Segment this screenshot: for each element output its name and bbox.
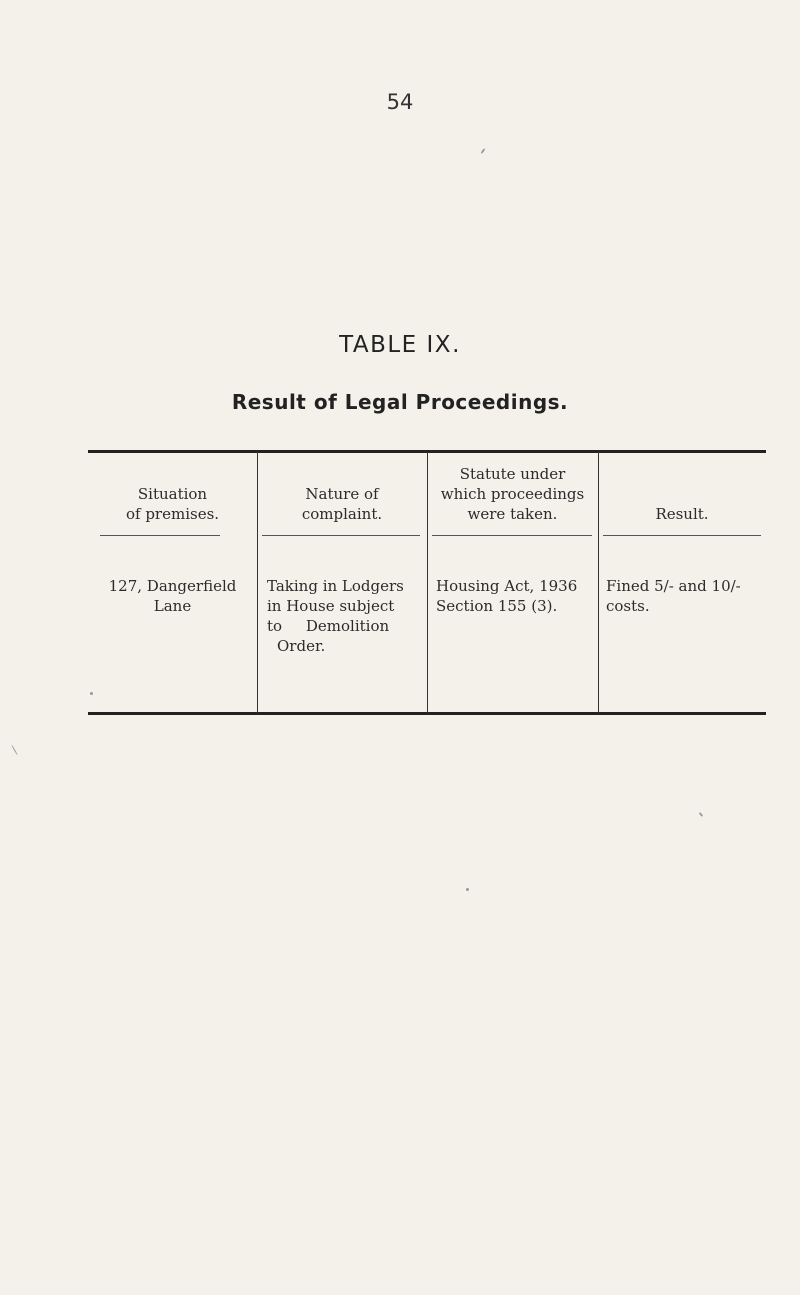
cell-line: Lane <box>153 597 192 615</box>
cell-statute <box>436 576 596 616</box>
cell-line: Taking in Lodgers <box>267 577 404 595</box>
cell-result <box>606 576 766 616</box>
header-situation <box>88 484 257 524</box>
header-rule <box>100 535 220 536</box>
paper-speck <box>480 148 485 154</box>
column-divider <box>598 452 599 713</box>
paper-speck <box>11 745 18 756</box>
header-line: complaint. <box>301 505 383 523</box>
paper-speck <box>699 812 704 817</box>
paper-speck <box>90 692 93 695</box>
cell-line: 127, Dangerfield <box>108 577 237 595</box>
cell-complaint <box>267 576 425 656</box>
header-line: Result. <box>655 505 709 523</box>
cell-line: Section 155 (3). <box>436 597 558 615</box>
header-complaint <box>257 484 427 524</box>
table-subtitle: Result of Legal Proceedings. <box>231 390 569 414</box>
cell-line: costs. <box>606 597 650 615</box>
paper-speck <box>466 888 469 891</box>
cell-line: Housing Act, 1936 <box>436 577 578 595</box>
header-line: Situation <box>137 485 208 503</box>
header-rule <box>262 535 420 536</box>
cell-line: to Demolition <box>267 617 390 635</box>
table-title: TABLE IX. <box>339 332 461 358</box>
page-number: 54 <box>386 90 414 114</box>
header-rule <box>603 535 761 536</box>
header-rule <box>432 535 592 536</box>
header-line: which proceedings <box>440 485 585 503</box>
header-line: Nature of <box>305 485 379 503</box>
header-result <box>598 504 766 524</box>
header-line: Statute under <box>459 465 566 483</box>
cell-line: in House subject <box>267 597 395 615</box>
header-statute <box>427 464 598 524</box>
cell-line: Fined 5/- and 10/- <box>606 577 741 595</box>
header-line: of premises. <box>125 505 220 523</box>
header-line: were taken. <box>467 505 558 523</box>
cell-line: Order. <box>277 637 326 655</box>
cell-situation <box>88 576 257 616</box>
